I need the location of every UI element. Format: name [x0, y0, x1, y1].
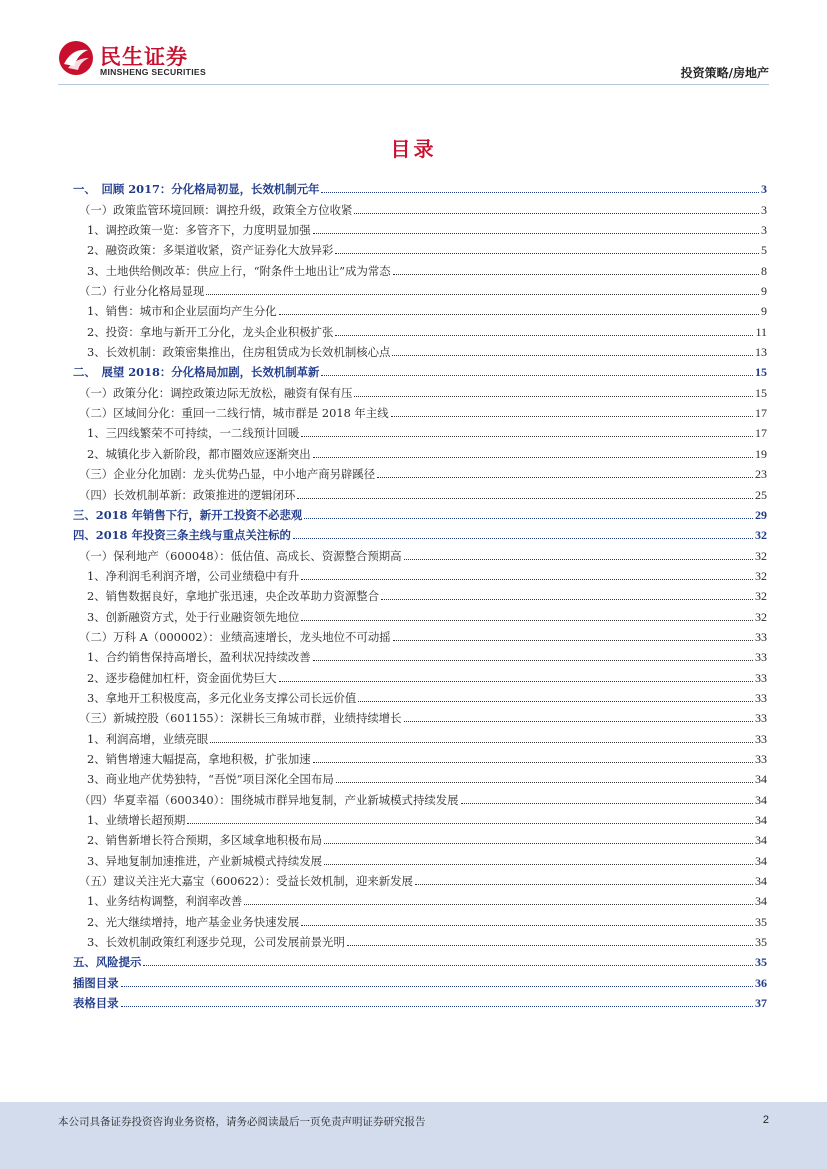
toc-dot-leader: [354, 396, 753, 397]
toc-entry-page: 34: [755, 792, 767, 807]
toc-entry-page: 35: [755, 914, 767, 929]
toc-entry[interactable]: [73, 909, 767, 929]
toc-entry-page: 15: [755, 365, 767, 380]
toc-entry[interactable]: [73, 604, 767, 624]
toc-dot-leader: [461, 803, 753, 804]
toc-entry-page: 37: [755, 996, 767, 1011]
toc-entry[interactable]: [73, 462, 767, 482]
toc-dot-leader: [301, 579, 753, 580]
toc-entry-page: 32: [755, 568, 767, 583]
toc-entry-page: 29: [755, 507, 767, 522]
toc-entry[interactable]: [73, 665, 767, 685]
toc-entry-page: 34: [755, 874, 767, 889]
toc-dot-leader: [393, 640, 753, 641]
toc-entry-label: 表格目录: [73, 996, 119, 1011]
toc-entry[interactable]: [73, 930, 767, 950]
toc-dot-leader: [143, 965, 753, 966]
toc-entry-page: 32: [755, 528, 767, 543]
toc-dot-leader: [121, 986, 753, 987]
toc-entry-label: （五）建议关注光大嘉宝（600622）：受益长效机制，迎来新发展: [79, 874, 413, 889]
toc-entry-page: 32: [755, 609, 767, 624]
toc-entry-label: 3、拿地开工积极度高，多元化业务支撑公司长远价值: [87, 690, 357, 705]
toc-entry[interactable]: [73, 299, 767, 319]
toc-entry-page: 15: [755, 385, 767, 400]
logo-english-name: MINSHENG SECURITIES: [100, 67, 206, 77]
toc-entry-page: 33: [755, 629, 767, 644]
toc-entry[interactable]: [73, 197, 767, 217]
toc-entry-page: 34: [755, 894, 767, 909]
toc-entry-label: 1、净利润毛利润齐增，公司业绩稳中有升: [87, 568, 300, 583]
toc-entry[interactable]: [73, 869, 767, 889]
toc-entry-page: 25: [755, 487, 767, 502]
toc-entry-page: 33: [755, 711, 767, 726]
toc-entry-page: 33: [755, 670, 767, 685]
toc-entry-label: 1、利润高增，业绩亮眼: [87, 731, 209, 746]
toc-entry-page: 33: [755, 690, 767, 705]
toc-entry-page: 36: [755, 975, 767, 990]
toc-entry-label: （三）企业分化加剧：龙头优势凸显，中小地产商另辟蹊径: [79, 467, 376, 482]
toc-entry-page: 3: [761, 223, 767, 238]
header-divider: [58, 84, 769, 85]
toc-entry-label: 1、调控政策一览：多管齐下，力度明显加强: [87, 223, 311, 238]
toc-dot-leader: [404, 559, 753, 560]
toc-entry-page: 9: [761, 304, 767, 319]
toc-dot-leader: [377, 477, 753, 478]
toc-entry-label: 3、长效机制政策红利逐步兑现，公司发展前景光明: [87, 935, 345, 950]
toc-entry-label: 三、2018 年销售下行，新开工投资不必悲观: [73, 507, 303, 522]
toc-entry[interactable]: [73, 421, 767, 441]
toc-entry[interactable]: [73, 441, 767, 461]
toc-dot-leader: [324, 843, 753, 844]
toc-entry[interactable]: [73, 970, 767, 990]
toc-entry[interactable]: [73, 523, 767, 543]
toc-entry-page: 33: [755, 751, 767, 766]
toc-entry[interactable]: [73, 319, 767, 339]
toc-entry[interactable]: [73, 584, 767, 604]
toc-entry-label: 2、光大继续增持，地产基金业务快速发展: [87, 914, 300, 929]
toc-dot-leader: [313, 762, 753, 763]
toc-entry[interactable]: [73, 726, 767, 746]
toc-title: 目录: [390, 137, 437, 161]
toc-entry-page: 9: [761, 284, 767, 299]
toc-entry[interactable]: [73, 258, 767, 278]
toc-entry[interactable]: [73, 218, 767, 238]
toc-dot-leader: [336, 782, 753, 783]
toc-entry[interactable]: [73, 686, 767, 706]
toc-entry-page: 34: [755, 833, 767, 848]
footer-disclaimer: 本公司具备证券投资咨询业务资格，请务必阅读最后一页免责声明证券研究报告: [58, 1116, 426, 1128]
toc-dot-leader: [415, 884, 753, 885]
toc-entry-label: （四）华夏幸福（600340）：围绕城市群异地复制，产业新城模式持续发展: [79, 792, 459, 807]
toc-entry-label: 2、城镇化步入新阶段，都市圈效应逐渐突出: [87, 446, 311, 461]
toc-entry-page: 17: [755, 426, 767, 441]
page-number: 2: [762, 1114, 769, 1126]
toc-entry-label: 1、三四线繁荣不可持续，一二线预计回暖: [87, 426, 300, 441]
toc-entry-page: 11: [755, 324, 767, 339]
toc-entry-page: 3: [761, 182, 767, 197]
toc-entry-label: 3、土地供给侧改革：供应上行，“附条件土地出让”成为常态: [87, 263, 391, 278]
toc-entry-page: 19: [755, 446, 767, 461]
toc-entry[interactable]: [73, 889, 767, 909]
toc-dot-leader: [354, 213, 759, 214]
toc-entry[interactable]: [73, 380, 767, 400]
toc-dot-leader: [358, 701, 753, 702]
minsheng-logo: [58, 40, 208, 80]
toc-entry-label: 2、融资政策：多渠道收紧，资产证券化大放异彩: [87, 243, 334, 258]
toc-dot-leader: [381, 599, 753, 600]
toc-dot-leader: [121, 1006, 753, 1007]
toc-entry-label: 3、异地复制加速推进，产业新城模式持续发展: [87, 853, 323, 868]
toc-entry-label: 一、 回顾 2017：分化格局初显，长效机制元年: [73, 182, 320, 197]
toc-entry-label: 2、投资：拿地与新开工分化，龙头企业积极扩张: [87, 324, 334, 339]
toc-entry-label: 3、长效机制：政策密集推出，住房租赁成为长效机制核心点: [87, 345, 391, 360]
toc-entry-label: 2、销售增速大幅提高，拿地积极，扩张加速: [87, 751, 311, 766]
toc-entry[interactable]: [73, 482, 767, 502]
toc-dot-leader: [304, 518, 753, 519]
toc-entry-page: 33: [755, 650, 767, 665]
toc-dot-leader: [347, 945, 753, 946]
toc-dot-leader: [313, 660, 753, 661]
toc-entry-page: 35: [755, 935, 767, 950]
page-header: [0, 0, 827, 90]
report-category: 投资策略/房地产: [680, 66, 769, 80]
toc-entry-page: 32: [755, 589, 767, 604]
toc-entry[interactable]: [73, 340, 767, 360]
page-footer: [0, 1102, 827, 1169]
toc-entry[interactable]: [73, 808, 767, 828]
minsheng-logo-icon: [58, 40, 94, 76]
toc-entry-label: 五、风险提示: [73, 955, 142, 970]
toc-entry-page: 34: [755, 853, 767, 868]
toc-dot-leader: [404, 721, 753, 722]
toc-entry-label: 3、创新融资方式，处于行业融资领先地位: [87, 609, 300, 624]
toc-entry[interactable]: [73, 645, 767, 665]
toc-entry-label: 插图目录: [73, 975, 119, 990]
toc-dot-leader: [297, 498, 753, 499]
toc-dot-leader: [244, 904, 753, 905]
toc-dot-leader: [335, 253, 759, 254]
toc-dot-leader: [293, 538, 753, 539]
toc-dot-leader: [279, 681, 754, 682]
toc-entry-page: 35: [755, 955, 767, 970]
toc-entry-page: 17: [755, 406, 767, 421]
toc-entry[interactable]: [73, 543, 767, 563]
toc-entry[interactable]: [73, 625, 767, 645]
toc-entry[interactable]: [73, 706, 767, 726]
toc-entry[interactable]: [73, 950, 767, 970]
toc-entry-page: 3: [761, 202, 767, 217]
toc-entry-page: 8: [761, 263, 767, 278]
toc-dot-leader: [313, 457, 753, 458]
toc-dot-leader: [335, 335, 753, 336]
toc-entry-page: 34: [755, 772, 767, 787]
toc-entry-label: 2、销售数据良好，拿地扩张迅速，央企改革助力资源整合: [87, 589, 380, 604]
toc-entry[interactable]: [73, 828, 767, 848]
toc-entry[interactable]: [73, 767, 767, 787]
toc-entry-label: （一）政策监管环境回顾：调控升级，政策全方位收紧: [79, 202, 353, 217]
toc-entry-label: （一）政策分化：调控政策边际无放松，融资有保有压: [79, 385, 353, 400]
toc-entry-label: （二）区域间分化：重回一二线行情，城市群是 2018 年主线: [79, 406, 389, 421]
toc-entry-label: （二）行业分化格局显现: [79, 284, 205, 299]
toc-dot-leader: [321, 192, 759, 193]
toc-entry-label: 1、合约销售保持高增长，盈利状况持续改善: [87, 650, 311, 665]
toc-entry-label: （一）保利地产（600048）：低估值、高成长、资源整合预期高: [79, 548, 402, 563]
toc-entry-label: 二、 展望 2018：分化格局加剧，长效机制革新: [73, 365, 320, 380]
toc-entry-page: 13: [755, 345, 767, 360]
toc-entry[interactable]: [73, 401, 767, 421]
toc-dot-leader: [187, 823, 753, 824]
table-of-contents: [73, 177, 767, 1011]
toc-dot-leader: [301, 620, 753, 621]
toc-dot-leader: [321, 375, 753, 376]
toc-entry[interactable]: [73, 787, 767, 807]
toc-entry-label: 1、业绩增长超预期: [87, 813, 186, 827]
toc-dot-leader: [279, 314, 760, 315]
toc-entry-label: 四、2018 年投资三条主线与重点关注标的: [73, 528, 291, 543]
toc-entry-label: 2、销售新增长符合预期，多区域拿地积极布局: [87, 833, 323, 848]
toc-dot-leader: [206, 294, 759, 295]
toc-entry[interactable]: [73, 991, 767, 1011]
toc-entry-label: 1、业务结构调整，利润率改善: [87, 894, 243, 909]
toc-entry-label: 1、销售：城市和企业层面均产生分化: [87, 304, 277, 319]
toc-entry[interactable]: [73, 279, 767, 299]
toc-entry-page: 5: [761, 243, 767, 258]
toc-dot-leader: [301, 436, 753, 437]
toc-dot-leader: [392, 355, 753, 356]
toc-dot-leader: [301, 925, 753, 926]
toc-dot-leader: [324, 864, 753, 865]
logo-chinese-name: 民生证券: [100, 45, 188, 69]
toc-entry[interactable]: [73, 360, 767, 380]
toc-entry-label: 3、商业地产优势独特，“吾悦”项目深化全国布局: [87, 772, 334, 787]
toc-dot-leader: [313, 233, 759, 234]
toc-entry[interactable]: [73, 848, 767, 868]
toc-dot-leader: [393, 274, 759, 275]
toc-entry[interactable]: [73, 177, 767, 197]
toc-entry[interactable]: [73, 564, 767, 584]
toc-entry[interactable]: [73, 747, 767, 767]
toc-entry-label: （二）万科 A（000002）：业绩高速增长，龙头地位不可动摇: [79, 629, 391, 644]
toc-entry-page: 32: [755, 548, 767, 563]
toc-entry-label: （三）新城控股（601155）：深耕长三角城市群，业绩持续增长: [79, 711, 402, 726]
toc-entry-page: 33: [755, 731, 767, 746]
toc-dot-leader: [391, 416, 753, 417]
toc-entry[interactable]: [73, 503, 767, 523]
toc-dot-leader: [210, 742, 753, 743]
toc-entry-label: （四）长效机制革新：政策推进的逻辑闭环: [79, 487, 296, 502]
toc-entry-label: 2、逐步稳健加杠杆，资金面优势巨大: [87, 670, 277, 685]
toc-entry[interactable]: [73, 238, 767, 258]
toc-entry-page: 34: [755, 813, 767, 827]
toc-entry-page: 23: [755, 467, 767, 482]
